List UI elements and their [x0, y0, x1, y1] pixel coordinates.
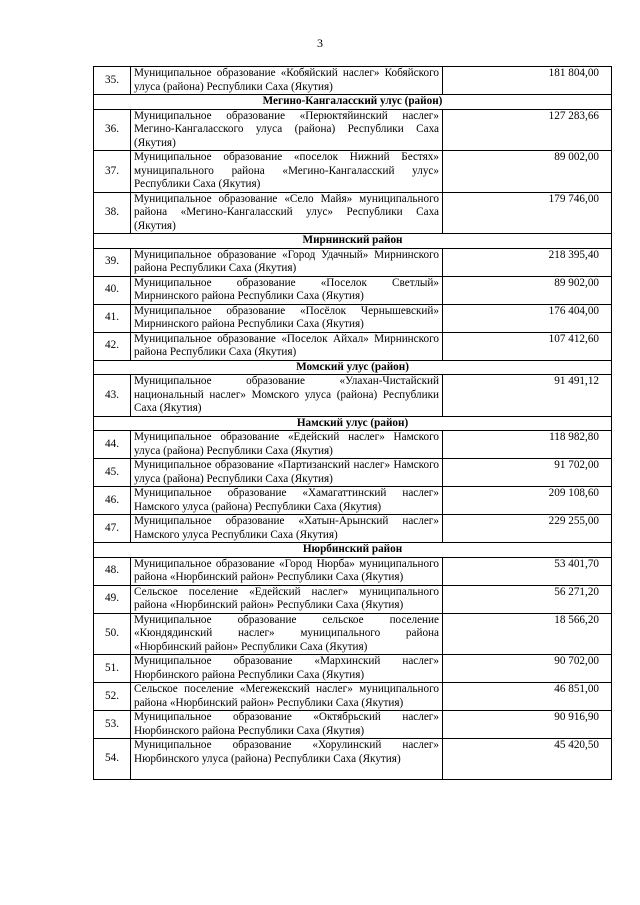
section-header-row [94, 416, 612, 431]
table-row [94, 248, 612, 276]
row-number: 48. [94, 557, 131, 585]
amount-value: 127 283,66 [443, 109, 612, 151]
row-number: 49. [94, 585, 131, 613]
table-row [94, 739, 612, 780]
amount-value: 107 412,60 [443, 332, 612, 360]
municipality-name: Муниципальное образование «поселок Нижний Бестях» муниципального района «Мегино-Кангаласский улус» Республики Саха (Якутия) [131, 151, 443, 193]
amount-value: 90 702,00 [443, 655, 612, 683]
row-number: 40. [94, 276, 131, 304]
amount-value: 176 404,00 [443, 304, 612, 332]
allocation-table [93, 66, 612, 780]
table-row [94, 332, 612, 360]
table-row [94, 515, 612, 543]
amount-value: 91 702,00 [443, 459, 612, 487]
section-title: Момский улус (район) [94, 360, 612, 375]
row-number: 36. [94, 109, 131, 151]
municipality-name: Муниципальное образование «Поселок Светлый» Мирнинского района Республики Саха (Якутия) [131, 276, 443, 304]
table-row [94, 487, 612, 515]
row-number: 38. [94, 192, 131, 234]
amount-value: 18 566,20 [443, 613, 612, 655]
municipality-name: Муниципальное образование «Поселок Айхал» Мирнинского района Республики Саха (Якутия) [131, 332, 443, 360]
row-number: 44. [94, 431, 131, 459]
table-row [94, 655, 612, 683]
municipality-name: Муниципальное образование «Город Удачный» Мирнинского района Республики Саха (Якутия) [131, 248, 443, 276]
table-row [94, 109, 612, 151]
section-title: Мегино-Кангаласский улус (район) [94, 95, 612, 110]
section-header-row [94, 95, 612, 110]
municipality-name: Муниципальное образование «Едейский наслег» Намского улуса (района) Республики Саха (Якутия) [131, 431, 443, 459]
municipality-name: Муниципальное образование «Хамагаттинский наслег» Намского улуса (района) Республики Саха (Якутия) [131, 487, 443, 515]
table-row [94, 375, 612, 417]
municipality-name: Муниципальное образование «Мархинский наслег» Нюрбинского района Республики Саха (Якутия) [131, 655, 443, 683]
row-number: 51. [94, 655, 131, 683]
amount-value: 229 255,00 [443, 515, 612, 543]
table-row [94, 585, 612, 613]
amount-value: 89 902,00 [443, 276, 612, 304]
row-number: 39. [94, 248, 131, 276]
amount-value: 218 395,40 [443, 248, 612, 276]
table-row [94, 431, 612, 459]
section-title: Намский улус (район) [94, 416, 612, 431]
amount-value: 179 746,00 [443, 192, 612, 234]
row-number: 46. [94, 487, 131, 515]
amount-value: 46 851,00 [443, 683, 612, 711]
municipality-name: Муниципальное образование «Село Майя» муниципального района «Мегино-Кангаласский улус» Республики Саха (Якутия) [131, 192, 443, 234]
row-number: 54. [94, 739, 131, 780]
municipality-name: Муниципальное образование «Кобяйский наслег» Кобяйского улуса (района) Республики Саха (Якутия) [131, 67, 443, 95]
section-header-row [94, 360, 612, 375]
table-row [94, 613, 612, 655]
municipality-name: Муниципальное образование «Хатын-Арынский наслег» Намского улуса Республики Саха (Якутия) [131, 515, 443, 543]
municipality-name: Муниципальное образование «Хорулинский наслег» Нюрбинского улуса (района) Республики Саха (Якутия) [131, 739, 443, 780]
row-number: 50. [94, 613, 131, 655]
municipality-name: Муниципальное образование «Город Нюрба» муниципального района «Нюрбинский район» Республики Саха (Якутия) [131, 557, 443, 585]
section-title: Мирнинский район [94, 234, 612, 249]
table-row [94, 304, 612, 332]
row-number: 43. [94, 375, 131, 417]
table-row [94, 276, 612, 304]
table-row [94, 683, 612, 711]
page-number: 3 [317, 36, 323, 50]
amount-value: 45 420,50 [443, 739, 612, 780]
municipality-name: Сельское поселение «Мегежекский наслег» муниципального района «Нюрбинский район» Республики Саха (Якутия) [131, 683, 443, 711]
row-number: 37. [94, 151, 131, 193]
amount-value: 118 982,80 [443, 431, 612, 459]
municipality-name: Муниципальное образование «Улахан-Чистайский национальный наслег» Момского улуса (района) Республики Саха (Якутия) [131, 375, 443, 417]
municipality-name: Муниципальное образование «Посёлок Чернышевский» Мирнинского района Республики Саха (Якутия) [131, 304, 443, 332]
amount-value: 209 108,60 [443, 487, 612, 515]
section-header-row [94, 543, 612, 558]
table-row [94, 459, 612, 487]
row-number: 42. [94, 332, 131, 360]
table-body [94, 67, 612, 780]
amount-value: 56 271,20 [443, 585, 612, 613]
table-row [94, 151, 612, 193]
row-number: 47. [94, 515, 131, 543]
municipality-name: Муниципальное образование сельское поселение «Кюндядинский наслег» муниципального района «Нюрбинский район» Республики Саха (Якутия) [131, 613, 443, 655]
section-title: Нюрбинский район [94, 543, 612, 558]
table-row [94, 557, 612, 585]
amount-value: 53 401,70 [443, 557, 612, 585]
table-row [94, 192, 612, 234]
row-number: 41. [94, 304, 131, 332]
amount-value: 90 916,90 [443, 711, 612, 739]
municipality-name: Муниципальное образование «Октябрьский наслег» Нюрбинского района Республики Саха (Якутия) [131, 711, 443, 739]
row-number: 52. [94, 683, 131, 711]
row-number: 45. [94, 459, 131, 487]
amount-value: 89 002,00 [443, 151, 612, 193]
table-row [94, 711, 612, 739]
amount-value: 91 491,12 [443, 375, 612, 417]
section-header-row [94, 234, 612, 249]
municipality-name: Сельское поселение «Едейский наслег» муниципального района «Нюрбинский район» Республики Саха (Якутия) [131, 585, 443, 613]
row-number: 53. [94, 711, 131, 739]
municipality-name: Муниципальное образование «Перюктяйинский наслег» Мегино-Кангаласского улуса (района) Республики Саха (Якутия) [131, 109, 443, 151]
amount-value: 181 804,00 [443, 67, 612, 95]
municipality-name: Муниципальное образование «Партизанский наслег» Намского улуса (района) Республики Саха (Якутия) [131, 459, 443, 487]
row-number: 35. [94, 67, 131, 95]
table-row [94, 67, 612, 95]
